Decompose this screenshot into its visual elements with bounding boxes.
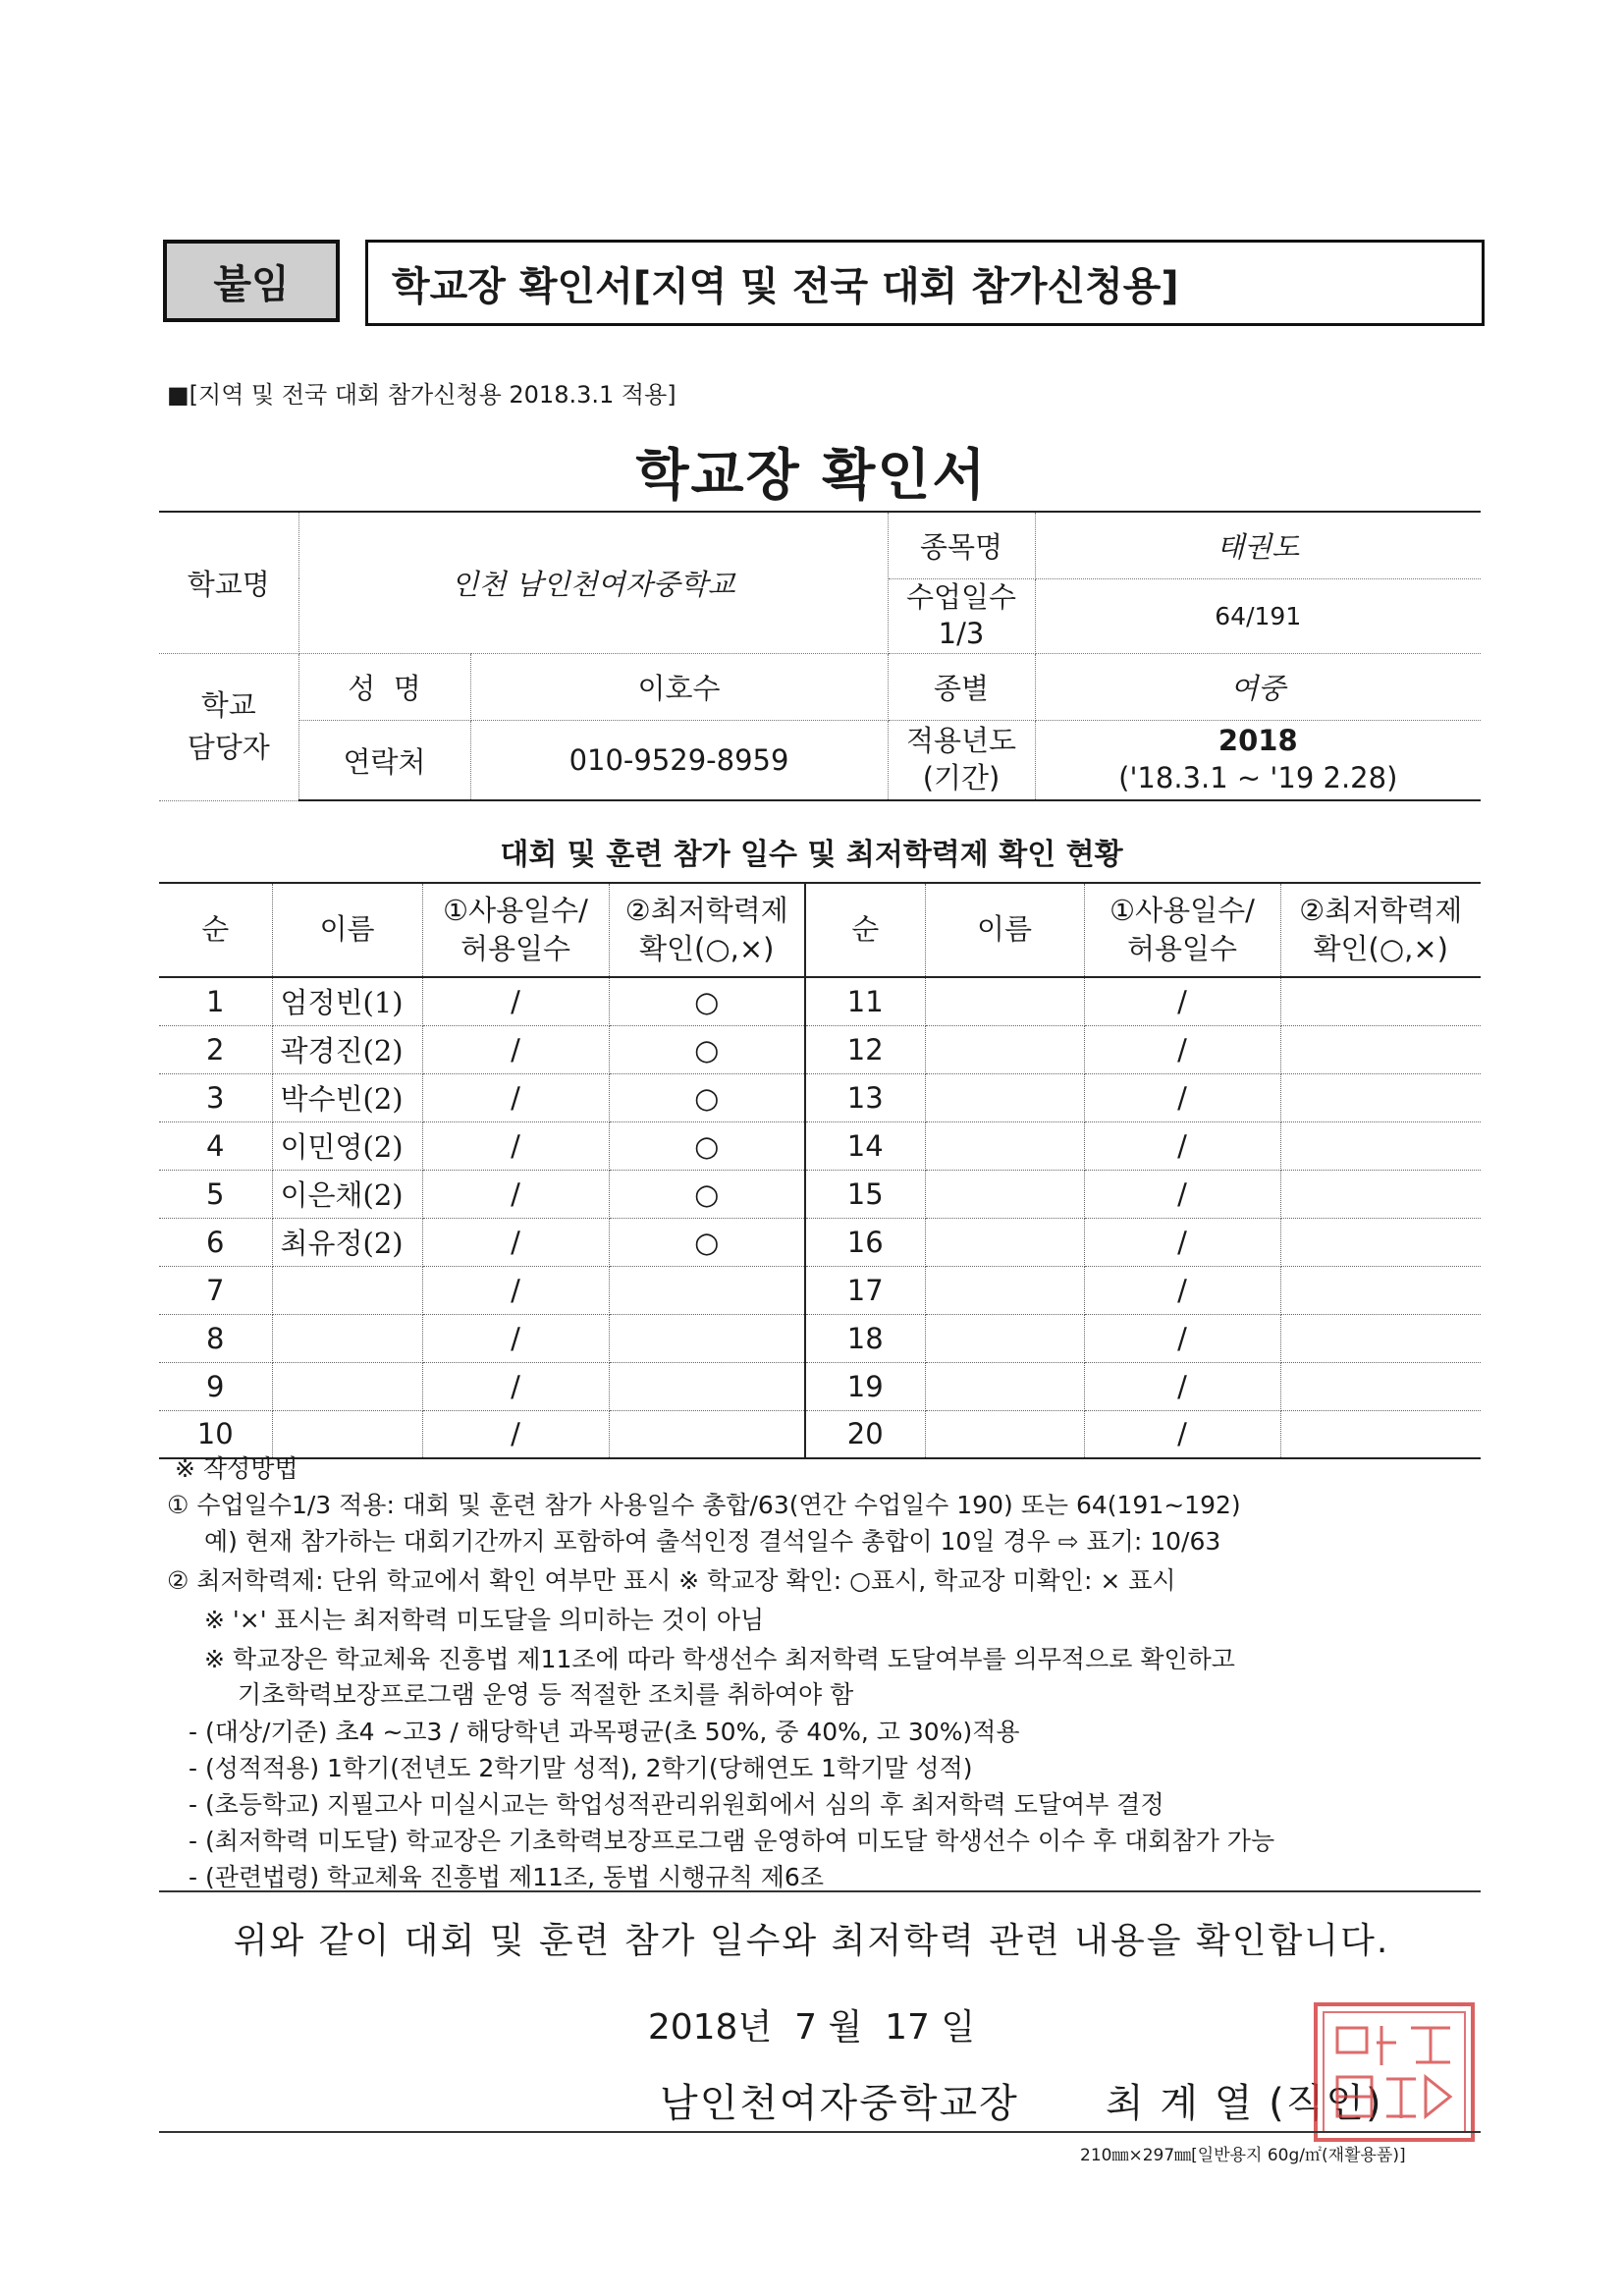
row-check-right [1280,1266,1481,1314]
row-days-right: / [1084,1170,1280,1218]
row-check-right [1280,1073,1481,1121]
year-value [1035,720,1481,800]
event-label: 종목명 [888,512,1035,578]
header-check-line2: 확인(○,×) [639,932,775,965]
row-no-right: 17 [805,1266,925,1314]
row-name-right [925,1218,1084,1266]
staff-label-line2: 담당자 [187,731,270,765]
header-days-right [1084,883,1280,977]
row-days: / [422,1314,609,1362]
row-name: 곽경진(2) [272,1025,422,1073]
row-check [609,1362,805,1410]
row-days: / [422,1121,609,1170]
row-check: ○ [609,977,805,1025]
row-check [609,1410,805,1458]
row-check: ○ [609,1025,805,1073]
row-days: / [422,1025,609,1073]
row-days: / [422,1410,609,1458]
row-no-right: 16 [805,1218,925,1266]
row-days: / [422,1073,609,1121]
row-name [272,1314,422,1362]
row-check: ○ [609,1218,805,1266]
row-no-right: 12 [805,1025,925,1073]
header-no: 순 [159,883,272,977]
event-value: 태권도 [1035,512,1481,578]
divider [159,1890,1481,1892]
row-no-right: 13 [805,1073,925,1121]
year-label-line2: (기간) [922,761,1001,795]
roster-header-row [159,883,1481,977]
detail-2: - (성적적용) 1학기(전년도 2학기말 성적), 2학기(당해연도 1학기말 성적) [189,1754,973,1782]
row-no-right: 11 [805,977,925,1025]
row-name: 최유정(2) [272,1218,422,1266]
school-value: 인천 남인천여자중학교 [298,512,888,653]
staff-label-line1: 학교 [200,687,256,722]
confirmation-text: 위와 같이 대회 및 훈련 참가 일수와 최저학력 관련 내용을 확인합니다. [233,1921,1390,1961]
row-check: ○ [609,1121,805,1170]
row-days-right: / [1084,1314,1280,1362]
year-label [888,720,1035,800]
note-1-example: 예) 현재 참가하는 대회기간까지 포함하여 출석인정 결석일수 총합이 10일 경우 ⇨ 표기: 10/63 [204,1527,1221,1556]
header-check-line1: ②최저학력제 [624,893,788,927]
detail-1: - (대상/기준) 초4 ~고3 / 해당학년 과목평균(초 50%, 중 40%, 고 30%)적용 [189,1718,1020,1746]
row-no: 7 [159,1266,272,1314]
staff-label [159,653,298,800]
category-label: 종별 [888,653,1035,720]
row-days-right: / [1084,1410,1280,1458]
header-check [609,883,805,977]
info-table [159,511,1481,801]
table-row [159,1362,1481,1410]
row-no-right: 14 [805,1121,925,1170]
days-value: 64/191 [1035,578,1481,653]
row-days-right: / [1084,1266,1280,1314]
row-no-right: 18 [805,1314,925,1362]
row-name: 엄정빈(1) [272,977,422,1025]
row-name [272,1362,422,1410]
row-name-right [925,1170,1084,1218]
official-seal-icon [1308,1998,1480,2146]
category-value: 여중 [1035,653,1481,720]
row-days-right: / [1084,1025,1280,1073]
row-check-right [1280,1410,1481,1458]
row-no: 10 [159,1410,272,1458]
row-days: / [422,977,609,1025]
row-no: 6 [159,1218,272,1266]
year-value-year: 2018 [1217,724,1298,758]
days-label-line1: 수업일수 [905,579,1017,614]
school-label: 학교명 [159,512,298,653]
signer: 남인천여자중학교장 최 계 열 (직인) [660,2081,1383,2126]
document-title: 학교장 확인서 [635,444,988,508]
row-name [272,1266,422,1314]
row-no-right: 19 [805,1362,925,1410]
row-check-right [1280,1362,1481,1410]
contact-label: 연락처 [298,720,470,800]
header-days-right-line2: 허용일수 [1126,932,1238,965]
header-title: 학교장 확인서[지역 및 전국 대회 참가신청용] [365,240,1485,326]
row-check-right [1280,1314,1481,1362]
row-name-right [925,1266,1084,1314]
table-row [159,1025,1481,1073]
days-label-line2: 1/3 [938,617,985,651]
row-check: ○ [609,1170,805,1218]
notes-heading: ※ 작성방법 [175,1454,298,1483]
header-no-right: 순 [805,883,925,977]
year-value-period: ('18.3.1 ~ '19 2.28) [1118,761,1398,795]
row-name-right [925,1362,1084,1410]
header-days-line2: 허용일수 [460,932,571,965]
note-2: ② 최저학력제: 단위 학교에서 확인 여부만 표시 ※ 학교장 확인: ○표시, 학교장 미확인: × 표시 [167,1566,1176,1595]
date: 2018년 7 월 17 일 [647,2007,976,2048]
detail-3: - (초등학교) 지필고사 미실시교는 학업성적관리위원회에서 심의 후 최저학력 도달여부 결정 [189,1790,1164,1819]
row-no: 1 [159,977,272,1025]
row-days: / [422,1218,609,1266]
row-check-right [1280,1170,1481,1218]
bottom-divider [159,2131,1481,2133]
row-check [609,1266,805,1314]
table-row [159,1218,1481,1266]
header-check-right-line1: ②최저학력제 [1299,893,1463,927]
row-check [609,1314,805,1362]
table-row [159,1410,1481,1458]
row-days-right: / [1084,977,1280,1025]
row-days-right: / [1084,1121,1280,1170]
row-days: / [422,1170,609,1218]
row-days: / [422,1362,609,1410]
header-days-line1: ①사용일수/ [443,893,588,927]
header-days [422,883,609,977]
row-no: 9 [159,1362,272,1410]
header-check-right [1280,883,1481,977]
sub-note: ■[지역 및 전국 대회 참가신청용 2018.3.1 적용] [167,381,676,409]
row-check-right [1280,1121,1481,1170]
section-title: 대회 및 훈련 참가 일수 및 최저학력제 확인 현황 [500,838,1123,872]
table-row [159,1314,1481,1362]
table-row [159,977,1481,1025]
table-row [159,1266,1481,1314]
row-days-right: / [1084,1073,1280,1121]
row-name: 이은채(2) [272,1170,422,1218]
row-no-right: 15 [805,1170,925,1218]
row-check-right [1280,1218,1481,1266]
table-row [159,1170,1481,1218]
row-name: 이민영(2) [272,1121,422,1170]
row-no-right: 20 [805,1410,925,1458]
contact-value: 010-9529-8959 [470,720,888,800]
row-name-right [925,1121,1084,1170]
note-2-a: ※ '×' 표시는 최저학력 미도달을 의미하는 것이 아님 [204,1606,765,1634]
note-1: ① 수업일수1/3 적용: 대회 및 훈련 참가 사용일수 총합/63(연간 수업일수 190) 또는 64(191~192) [167,1491,1241,1519]
row-name-right [925,1025,1084,1073]
paper-spec: 210㎜×297㎜[일반용지 60g/㎡(재활용품)] [1080,2146,1406,2165]
roster-table [159,882,1481,1459]
row-no: 3 [159,1073,272,1121]
attachment-badge: 붙임 [163,240,340,322]
row-check: ○ [609,1073,805,1121]
note-2-b2: 기초학력보장프로그램 운영 등 적절한 조치를 취하여야 함 [238,1680,854,1709]
row-no: 2 [159,1025,272,1073]
table-row [159,1121,1481,1170]
row-name-right [925,1410,1084,1458]
header-name: 이름 [272,883,422,977]
row-no: 4 [159,1121,272,1170]
header-check-right-line2: 확인(○,×) [1313,932,1448,965]
row-name-right [925,1073,1084,1121]
detail-4: - (최저학력 미도달) 학교장은 기초학력보장프로그램 운영하여 미도달 학생선수 이수 후 대회참가 가능 [189,1827,1275,1855]
table-row [159,1073,1481,1121]
name-label: 성 명 [298,653,470,720]
detail-5: - (관련법령) 학교체육 진흥법 제11조, 동법 시행규칙 제6조 [189,1863,824,1891]
row-no: 5 [159,1170,272,1218]
row-check-right [1280,1025,1481,1073]
year-label-line1: 적용년도 [905,724,1017,758]
header-days-right-line1: ①사용일수/ [1109,893,1255,927]
note-2-b1: ※ 학교장은 학교체육 진흥법 제11조에 따라 학생선수 최저학력 도달여부를 의무적으로 확인하고 [204,1645,1235,1673]
row-days: / [422,1266,609,1314]
row-no: 8 [159,1314,272,1362]
header-name-right: 이름 [925,883,1084,977]
days-label [888,578,1035,653]
row-name-right [925,1314,1084,1362]
row-name: 박수빈(2) [272,1073,422,1121]
row-name-right [925,977,1084,1025]
row-days-right: / [1084,1362,1280,1410]
row-days-right: / [1084,1218,1280,1266]
row-check-right [1280,977,1481,1025]
name-value: 이호수 [470,653,888,720]
